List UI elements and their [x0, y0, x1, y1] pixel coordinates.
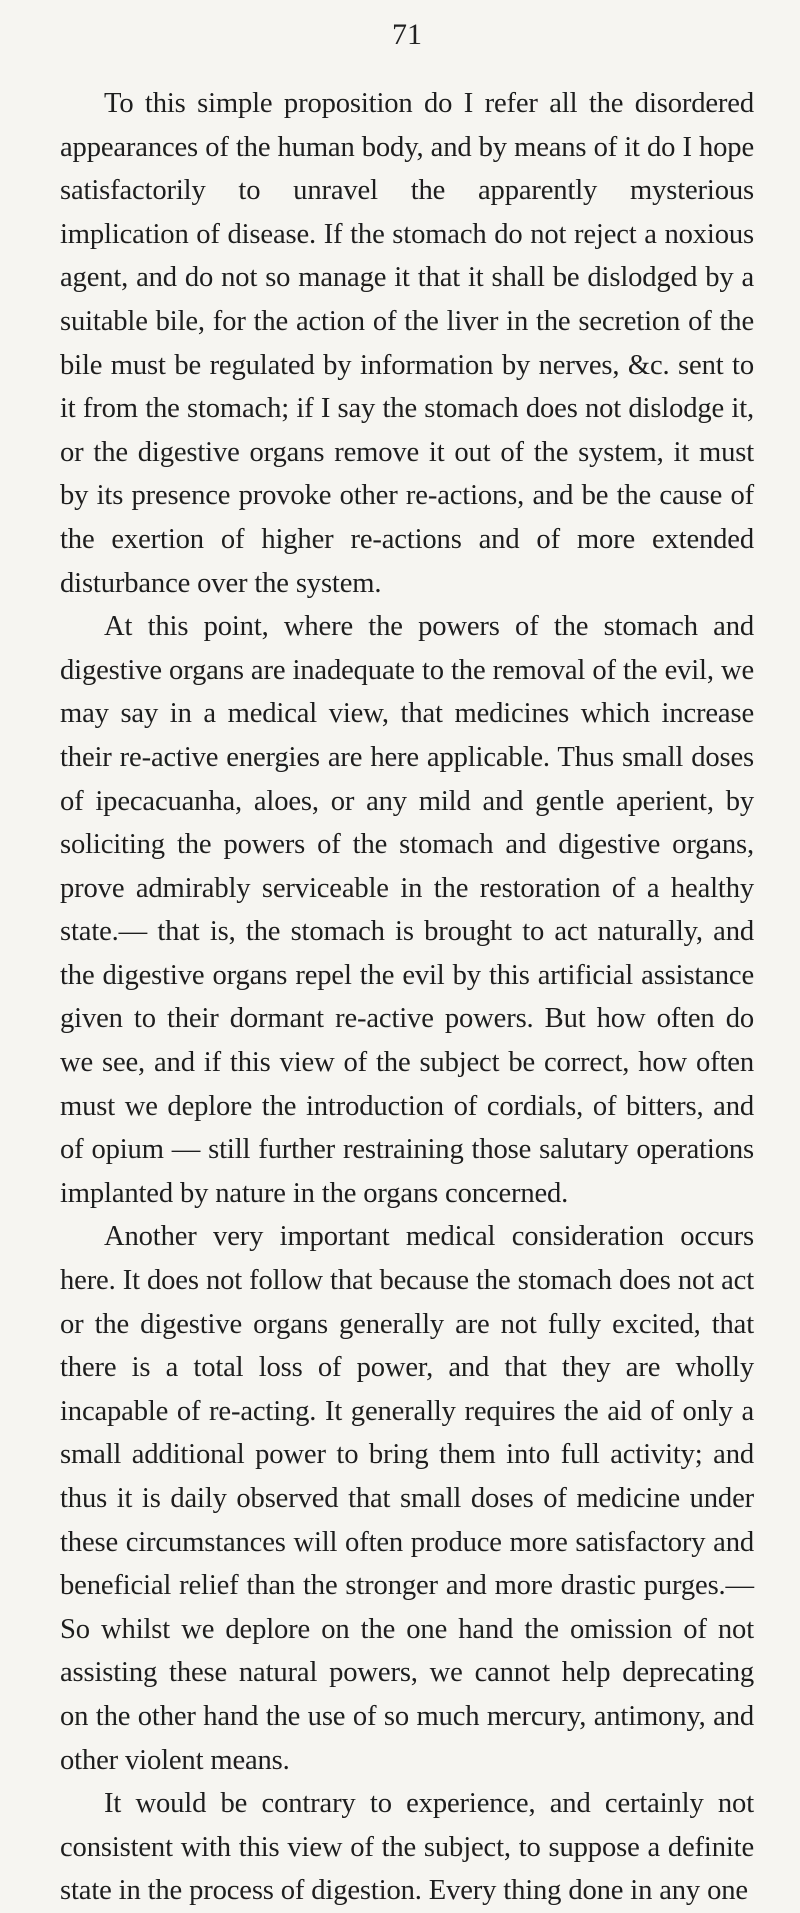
paragraph-4: It would be contrary to experience, and certainly not consistent with this view of the subject, to suppose a definite state in the process of digestion. Every thing done in any one — [60, 1788, 754, 1907]
paragraph-3: Another very important medical consideration occurs here. It does not follow that because the stomach does not act or the digestive organs generally are not fully excited, that there is a total loss of power, and that they are wholly incapable of re-acting. It generally requires the aid of only a small additional power to bring them into full activity; and thus it is daily observed that small doses of medicine under these circumstances will often produce more satisfactory and beneficial relief than the stronger and more drastic purges.— So whilst we deplore on the one hand the omission of not assisting these natural powers, we cannot help deprecating on the other hand the use of so much mercury, antimony, and other violent means. — [60, 1221, 754, 1776]
page-number: 71 — [392, 18, 422, 51]
paragraph-2: At this point, where the powers of the stomach and digestive organs are inadequate to the removal of the evil, we may say in a medical view, that medicines which increase their re-active energies are here applicable. Thus small doses of ipecacuanha, aloes, or any mild and gentle aperient, by soliciting the powers of the stomach and digestive organs, prove admirably serviceable in the restoration of a healthy state.— that is, the stomach is brought to act naturally, and the digestive organs repel the evil by this artificial assistance given to their dormant re-active powers. But how often do we see, and if this view of the subject be correct, how often must we deplore the introduction of cordials, of bitters, and of opium — still further restraining those salutary operations implanted by nature in the organs concerned. — [60, 611, 754, 1209]
body-text — [60, 82, 754, 1913]
paragraph-1: To this simple proposition do I refer all the disordered appearances of the human body, and by means of it do I hope satisfactorily to unravel the apparently mysterious implication of disease. If the stomach do not reject a noxious agent, and do not so manage it that it shall be dislodged by a suitable bile, for the action of the liver in the secretion of the bile must be regulated by information by nerves, &c. sent to it from the stomach; if I say the stomach does not dislodge it, or the digestive organs remove it out of the system, it must by its presence provoke other re-actions, and be the cause of the exertion of higher re-actions and of more extended disturbance over the system. — [60, 88, 754, 599]
